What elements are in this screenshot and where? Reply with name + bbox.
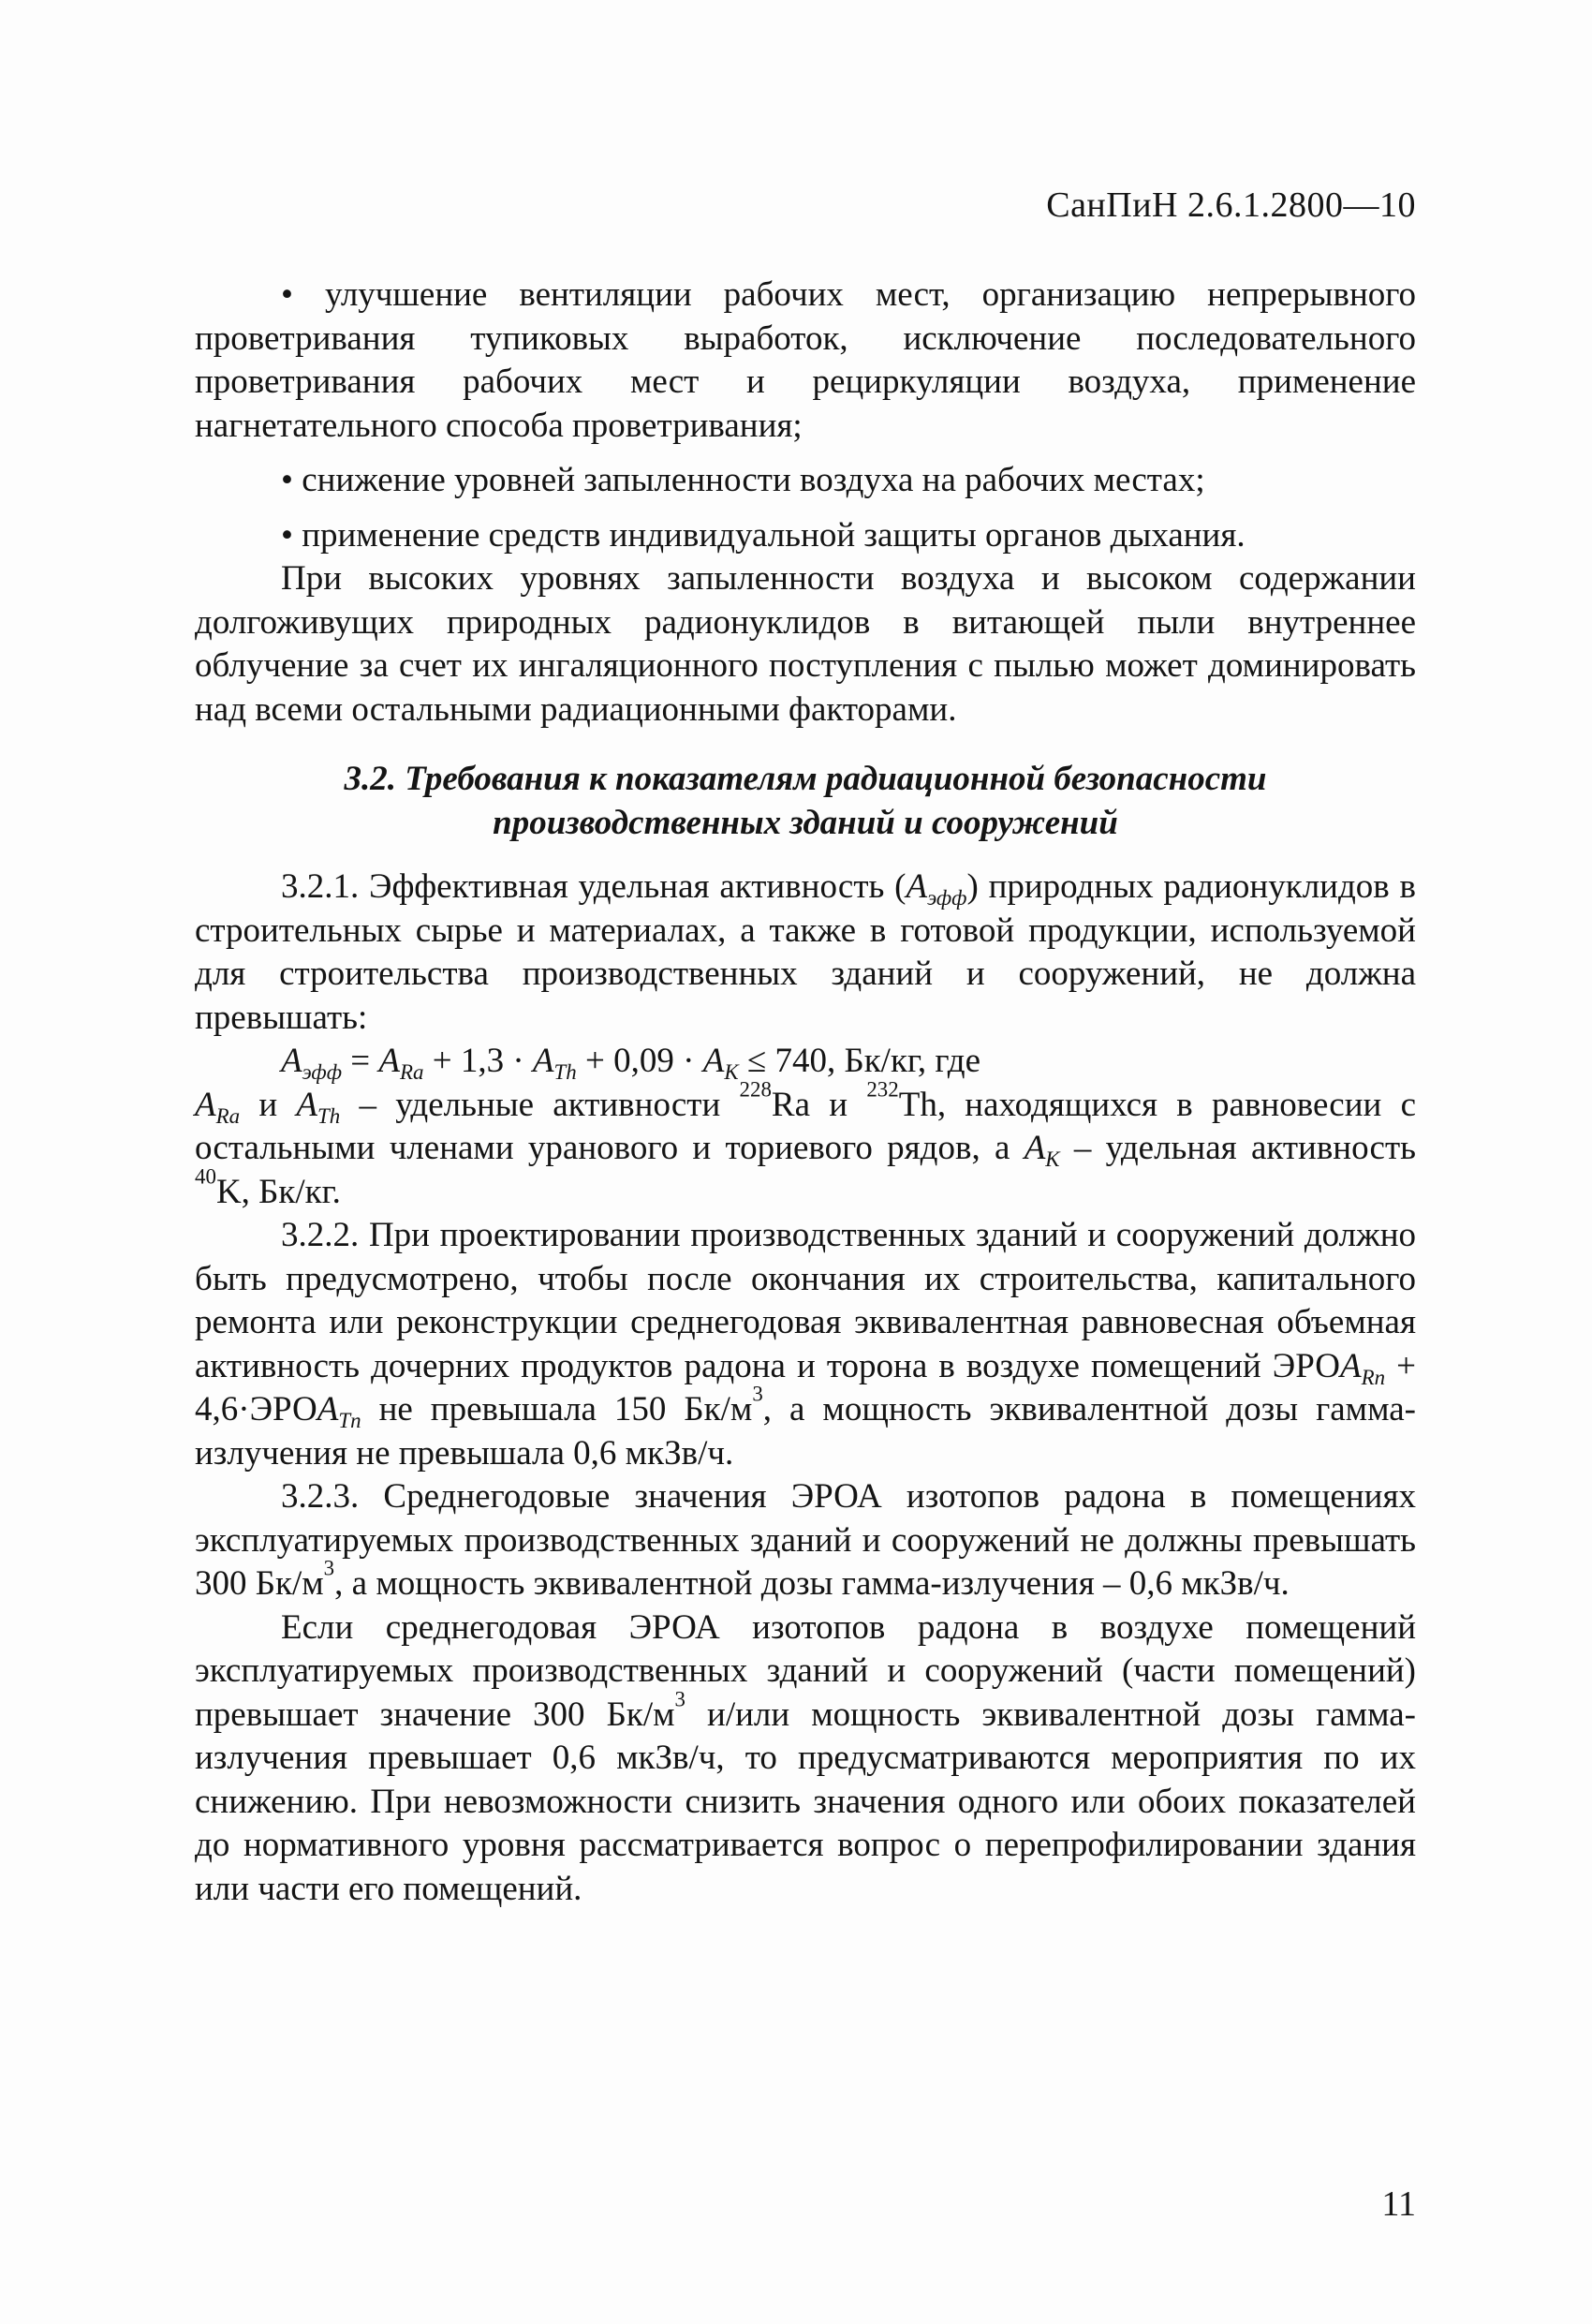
section-heading-line-1: 3.2. Требования к показателям радиационной безопасности: [344, 760, 1267, 798]
paragraph-remediation: Если среднегодовая ЭРОА изотопов радона в воздухе помещений эксплуатируемых производственных зданий и сооружений (части помещений) превышает значение 300 $Бк/м^3$ и/или мощность эквивалентной дозы гамма-излучения превышает 0,6 мкЗв/ч, то предусматриваются мероприятия по их снижению. При невозможности снизить значения одного или обоих показателей до нормативного уровня рассматривается вопрос о перепрофилировании здания или части его помещений.: [195, 1607, 1416, 1908]
section-heading: [195, 758, 1416, 845]
paragraph-3-2-2: 3.2.2. При проектировании производственных зданий и сооружений должно быть предусмотрено, чтобы после окончания их строительства, капитального ремонта или реконструкции среднегодовая эквивалентная равновесная объемная активность дочерних продуктов радона и торона в воздухе помещений $ЭРОA_{Rn}$ + $4,6\cdot ЭРОA_{Tn}$ не превышала 150 $Бк/м^3$, а мощность эквивалентной дозы гамма-излучения не превышала 0,6 мкЗв/ч.: [195, 1216, 1416, 1473]
page-body: [195, 274, 1416, 1911]
bullet-respiratory-protection: • применение средств индивидуальной защиты органов дыхания.: [281, 515, 1246, 555]
page-number: 11: [1381, 2184, 1416, 2224]
document-code-header: СанПиН 2.6.1.2800—10: [1046, 185, 1416, 225]
paragraph-formula-definitions: $A_{Ra}$ и $A_{Th}$ – удельные активности $^{228}$Ra и $^{232}$Th, находящихся в равновесии с остальными членами уранового и ториевого рядов, а $A_K$ – удельная активность $^{40}$K, Бк/кг.: [195, 1076, 1416, 1211]
bullet-ventilation: • улучшение вентиляции рабочих мест, организацию непрерывного проветривания тупиковых выработок, исключение последовательного проветривания рабочих мест и рециркуляции воздуха, применение нагнетательного способа проветривания;: [195, 275, 1416, 445]
section-heading-line-2: производственных зданий и сооружений: [493, 803, 1118, 842]
bullet-dust-reduction: • снижение уровней запыленности воздуха на рабочих местах;: [281, 461, 1205, 499]
paragraph-3-2-3: 3.2.3. Среднегодовые значения ЭРОА изотопов радона в помещениях эксплуатируемых производственных зданий и сооружений не должны превышать 300 $Бк/м^3$, а мощность эквивалентной дозы гамма-излучения – 0,6 мкЗв/ч.: [195, 1477, 1416, 1603]
paragraph-3-2-1: 3.2.1. Эффективная удельная активность $(A_{эфф})$ природных радионуклидов в строительных сырье и материалах, а также в готовой продукции, используемой для строительства производственных зданий и сооружений, не должна превышать:: [195, 867, 1416, 1037]
formula-effective-activity: $A_{эфф} = A_{Ra} + 1,3 \cdot A_{Th} + 0,09 \cdot A_K \le 740$, Бк/кг, где: [281, 1042, 981, 1085]
paragraph-dust-exposure: При высоких уровнях запыленности воздуха и высоком содержании долгоживущих природных радионуклидов в витающей пыли внутреннее облучение за счет их ингаляционного поступления с пылью может доминировать над всеми остальными радиационными факторами.: [195, 559, 1416, 729]
